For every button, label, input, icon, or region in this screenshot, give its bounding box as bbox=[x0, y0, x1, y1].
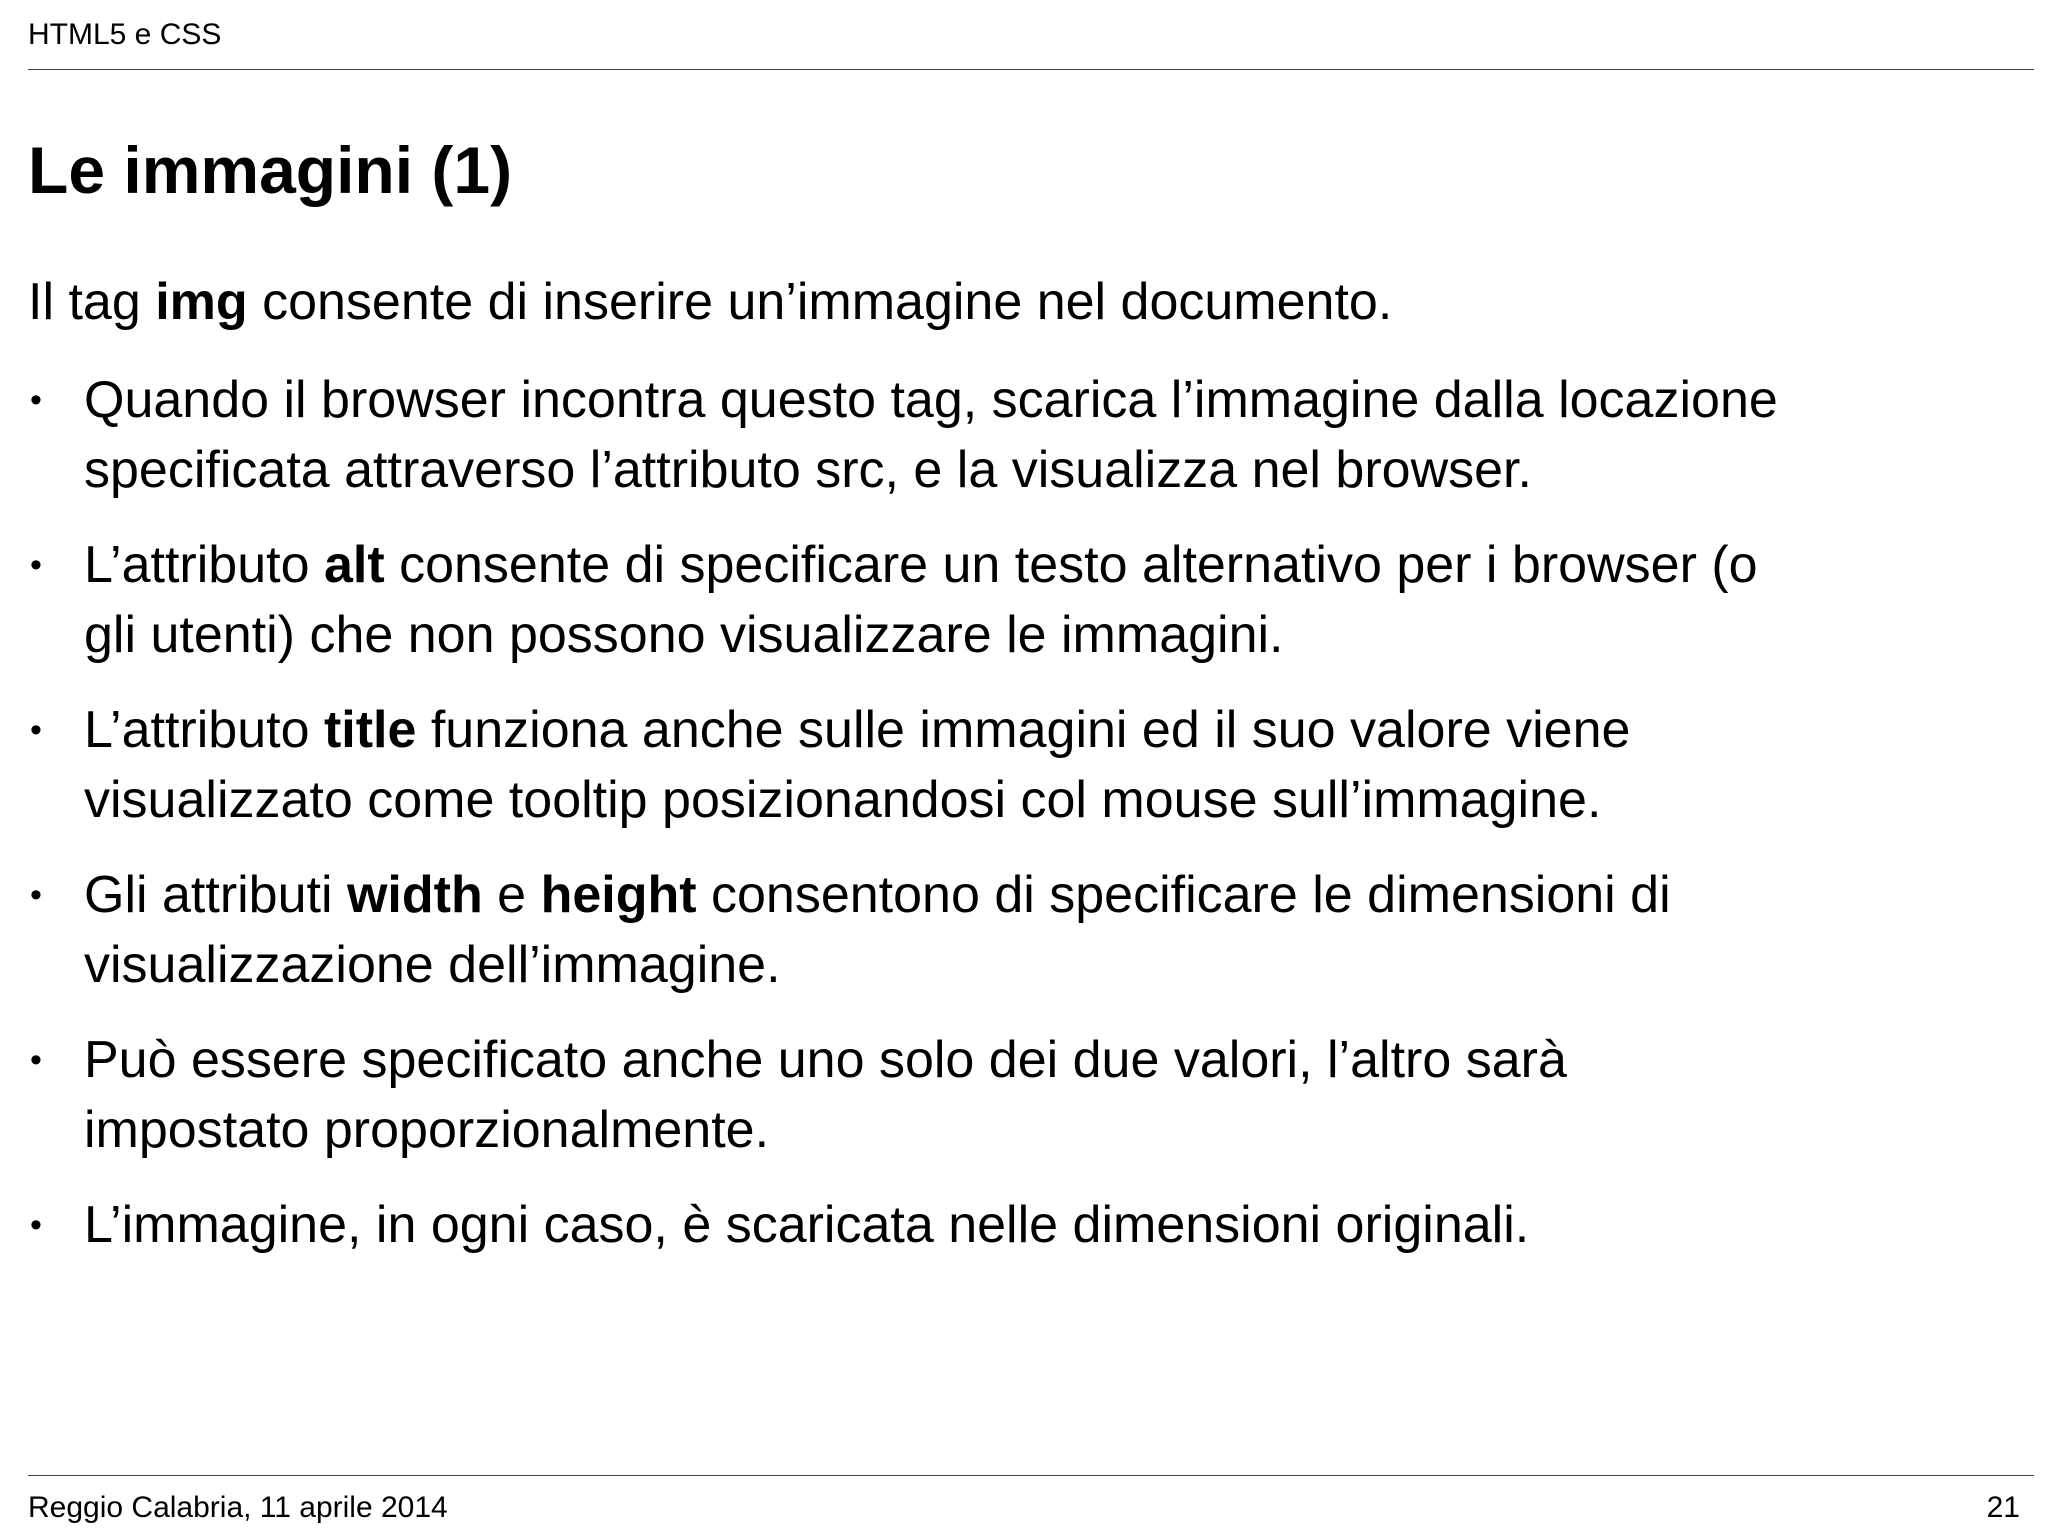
bullet-2-line-1 bbox=[84, 530, 2028, 600]
bullet-4-bold-width: width bbox=[346, 866, 483, 924]
bullet-3-line-2: visualizzato come tooltip posizionandosi col mouse sull’immagine. bbox=[84, 771, 1602, 829]
bullet-4-line-1 bbox=[84, 860, 2028, 930]
bullet-4-text-after: consentono di specificare le dimensioni di bbox=[696, 866, 1671, 924]
bullet-2-bold-alt: alt bbox=[323, 536, 385, 594]
bullet-3-line-1 bbox=[84, 695, 2028, 765]
bullet-2-text-before: L’attributo bbox=[84, 536, 324, 594]
bullet-list bbox=[0, 365, 2048, 1285]
footer-divider bbox=[28, 1475, 2034, 1476]
list-item bbox=[0, 530, 2048, 670]
bullet-5-line-2: impostato proporzionalmente. bbox=[84, 1101, 770, 1159]
footer-location-date: Reggio Calabria, 11 aprile 2014 bbox=[28, 1491, 448, 1524]
bullet-dot: • bbox=[30, 876, 42, 914]
intro-paragraph bbox=[28, 267, 1392, 337]
bullet-3-text-after: funziona anche sulle immagini ed il suo valore viene bbox=[416, 701, 1631, 759]
header-divider bbox=[28, 69, 2034, 70]
bullet-dot: • bbox=[30, 381, 42, 419]
bullet-2-text-after: consente di specificare un testo alternativo per i browser (o bbox=[384, 536, 1758, 594]
bullet-3-bold-title: title bbox=[323, 701, 417, 759]
list-item bbox=[0, 695, 2048, 835]
list-item bbox=[0, 365, 2048, 505]
intro-bold-tag: img bbox=[155, 273, 248, 331]
header-title: HTML5 e CSS bbox=[28, 18, 222, 51]
bullet-3-text-before: L’attributo bbox=[84, 701, 324, 759]
bullet-dot: • bbox=[30, 1041, 42, 1079]
bullet-4-text-mid: e bbox=[482, 866, 541, 924]
slide-title: Le immagini (1) bbox=[28, 133, 513, 207]
list-item bbox=[0, 860, 2048, 1000]
bullet-4-line-2: visualizzazione dell’immagine. bbox=[84, 936, 781, 994]
bullet-dot: • bbox=[30, 711, 42, 749]
bullet-4-text-before: Gli attributi bbox=[84, 866, 347, 924]
bullet-dot: • bbox=[30, 546, 42, 584]
list-item bbox=[0, 1190, 2048, 1260]
bullet-4-bold-height: height bbox=[540, 866, 697, 924]
bullet-dot: • bbox=[30, 1206, 42, 1244]
bullet-2-line-2: gli utenti) che non possono visualizzare le immagini. bbox=[84, 606, 1284, 664]
bullet-6-line-1: L’immagine, in ogni caso, è scaricata nelle dimensioni originali. bbox=[84, 1196, 1530, 1254]
bullet-1-line-2: specificata attraverso l’attributo src, e la visualizza nel browser. bbox=[84, 441, 1532, 499]
bullet-5-line-1: Può essere specificato anche uno solo dei due valori, l’altro sarà bbox=[84, 1031, 1567, 1089]
intro-text-before: Il tag bbox=[28, 273, 156, 331]
intro-text-after: consente di inserire un’immagine nel documento. bbox=[247, 273, 1393, 331]
list-item bbox=[0, 1025, 2048, 1165]
page-number: 21 bbox=[1986, 1491, 2020, 1524]
bullet-1-line-1: Quando il browser incontra questo tag, scarica l’immagine dalla locazione bbox=[84, 371, 1778, 429]
